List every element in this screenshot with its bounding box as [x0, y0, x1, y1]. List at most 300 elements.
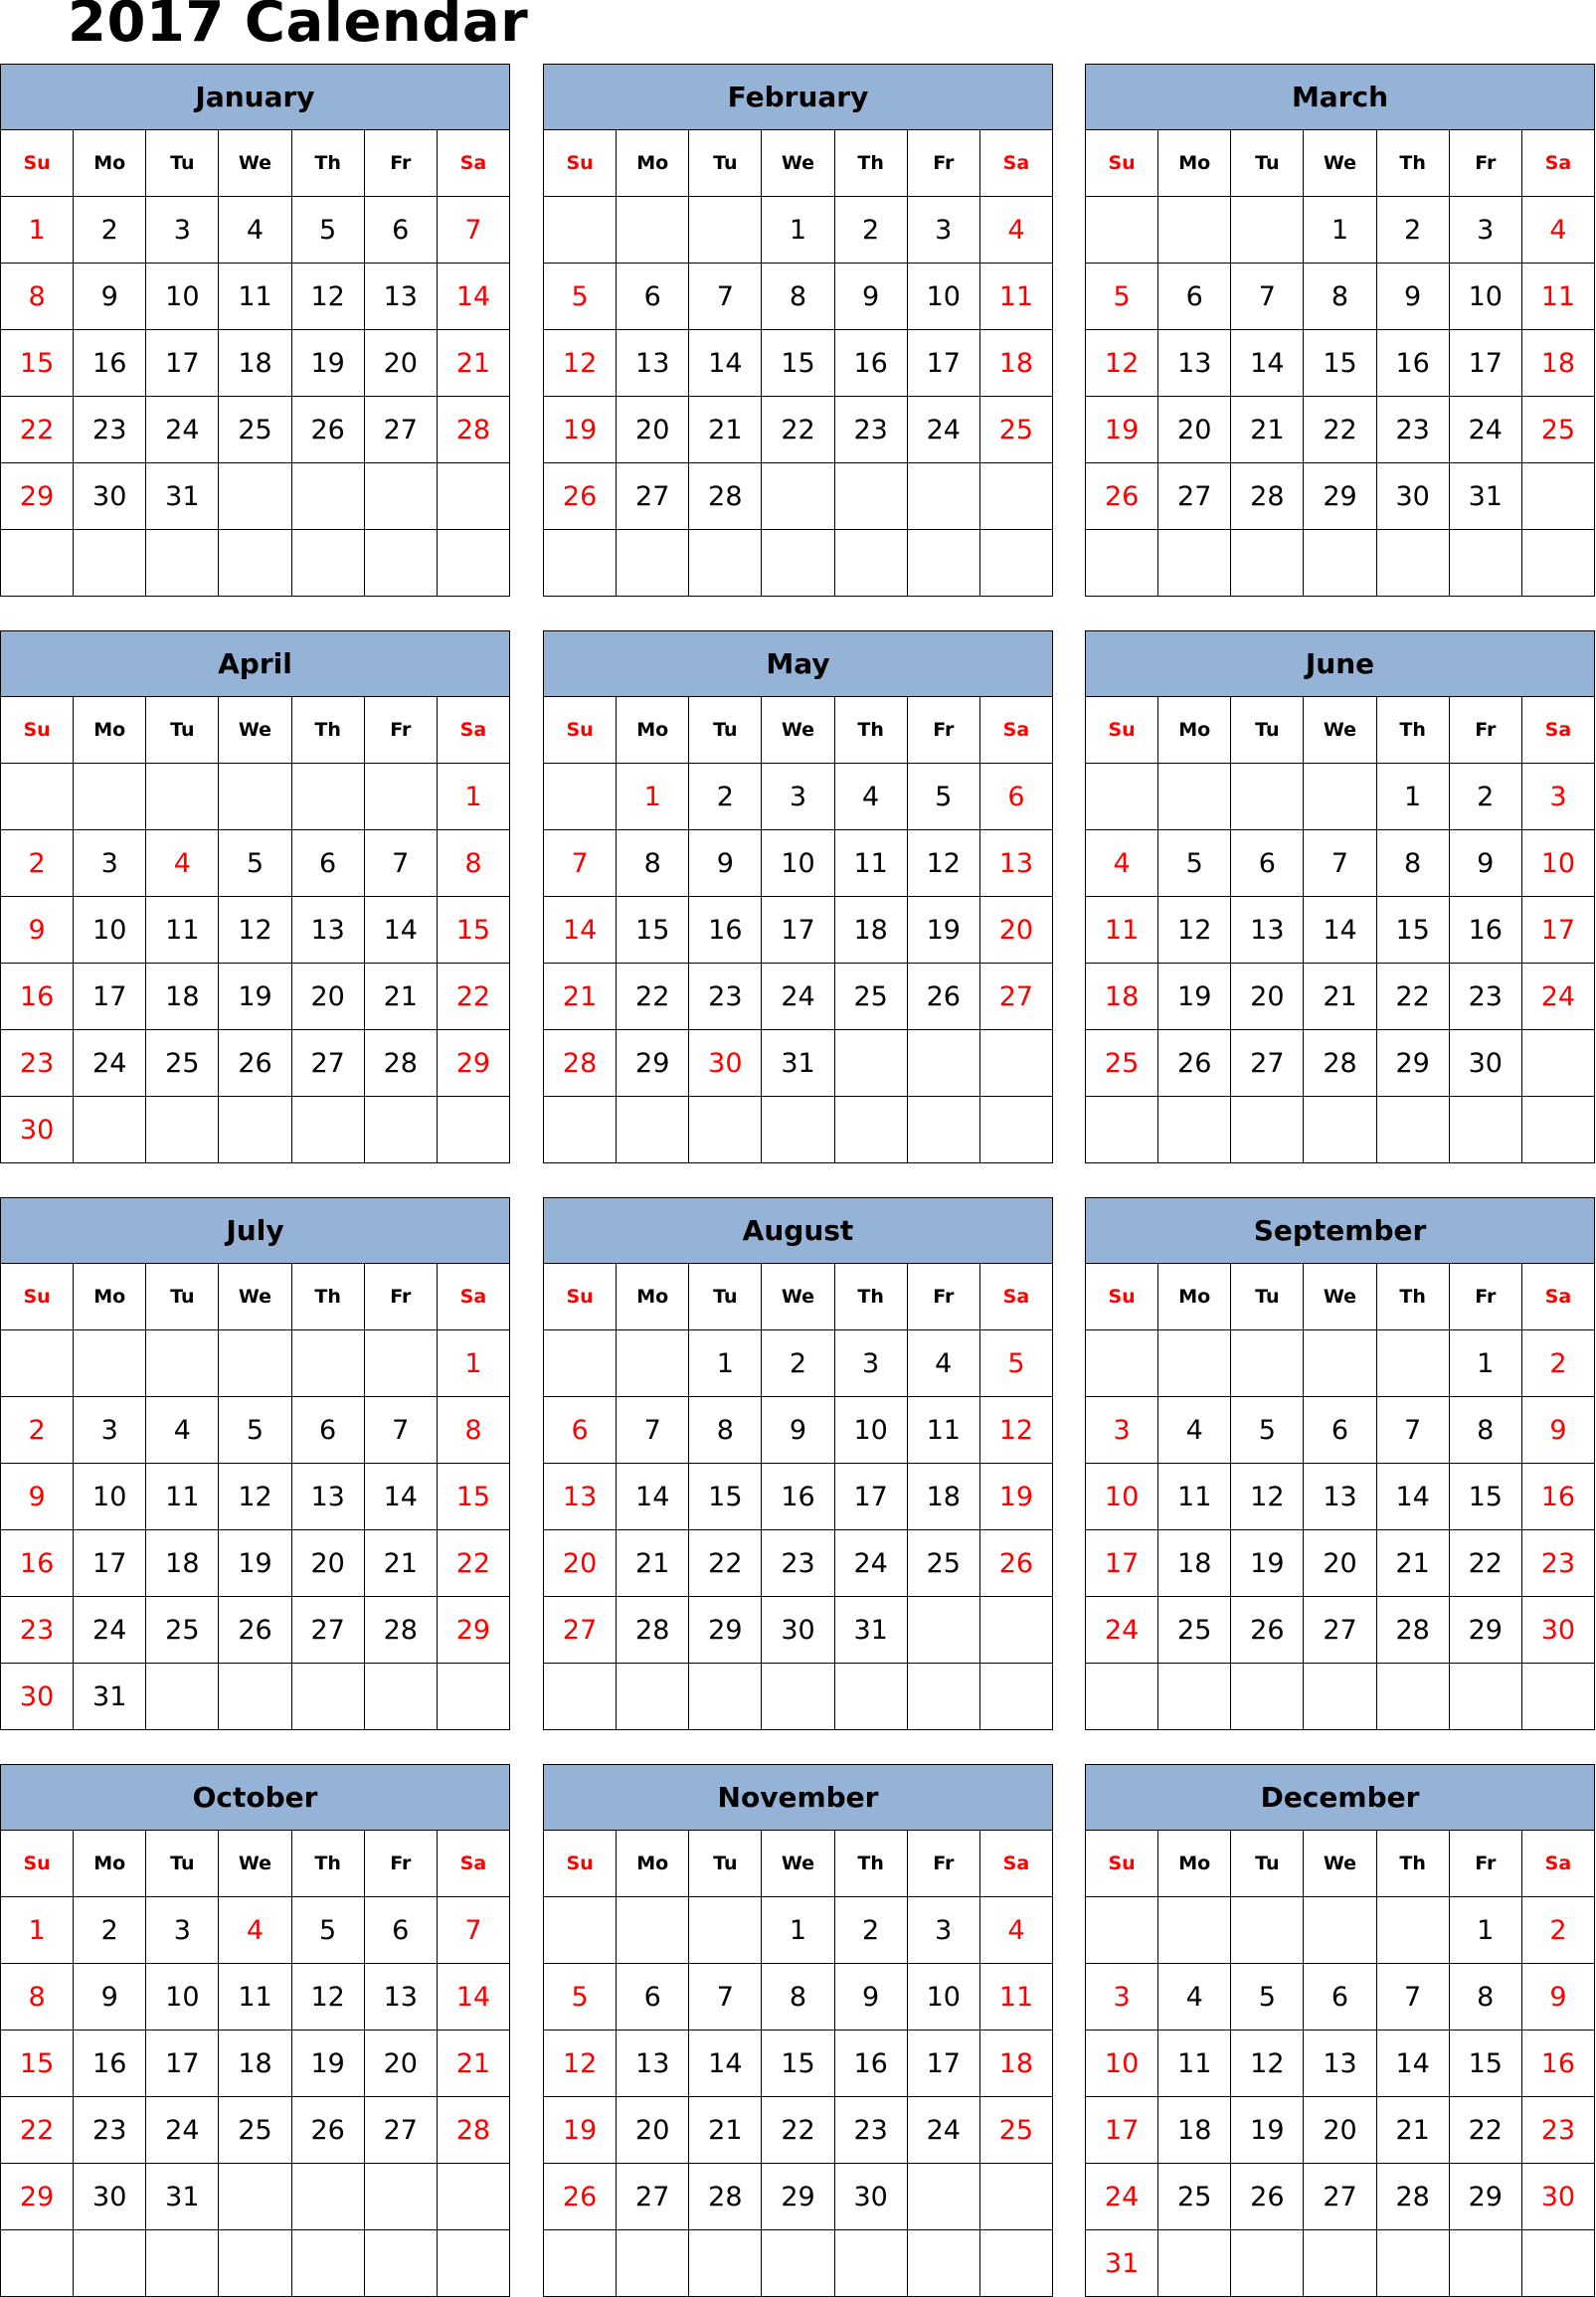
day-cell: 26 [219, 1030, 291, 1097]
weekday-label: Mo [1158, 697, 1231, 764]
month-title: December [1086, 1765, 1595, 1831]
day-cell: 17 [74, 1530, 146, 1597]
day-cell: 30 [1449, 1030, 1521, 1097]
day-cell: 8 [1, 264, 74, 330]
day-cell: 25 [219, 397, 291, 463]
weekday-label: We [762, 1264, 834, 1330]
day-cell: 24 [1086, 1597, 1158, 1664]
day-cell: 31 [834, 1597, 907, 1664]
week-row [544, 530, 1053, 597]
month-title: April [1, 631, 510, 697]
day-cell: 14 [1304, 897, 1376, 964]
day-cell: 4 [146, 1397, 219, 1464]
day-cell: 9 [1521, 1964, 1594, 2031]
weekday-label: Su [1, 1831, 74, 1897]
day-cell: 2 [1449, 764, 1521, 830]
empty-cell [544, 2230, 617, 2297]
month-december [1085, 1764, 1595, 2296]
day-cell: 8 [1304, 264, 1376, 330]
day-cell: 10 [834, 1397, 907, 1464]
empty-cell [437, 1664, 509, 1730]
empty-cell [364, 764, 437, 830]
day-cell: 6 [1304, 1397, 1376, 1464]
day-cell: 18 [146, 1530, 219, 1597]
day-cell: 19 [544, 397, 617, 463]
day-cell: 10 [74, 897, 146, 964]
day-cell: 20 [364, 330, 437, 397]
day-cell: 6 [364, 1897, 437, 1964]
day-cell: 19 [219, 1530, 291, 1597]
day-cell: 3 [1449, 197, 1521, 264]
empty-cell [74, 764, 146, 830]
day-cell: 26 [979, 1530, 1052, 1597]
empty-cell [146, 1664, 219, 1730]
day-cell: 7 [544, 830, 617, 897]
empty-cell [1158, 197, 1231, 264]
weekday-label: Mo [1158, 130, 1231, 197]
week-row [544, 2097, 1053, 2164]
empty-cell [834, 1664, 907, 1730]
day-cell: 17 [1449, 330, 1521, 397]
weekday-label: We [762, 130, 834, 197]
day-cell: 26 [291, 2097, 364, 2164]
day-cell: 11 [1158, 2031, 1231, 2097]
day-cell: 27 [291, 1030, 364, 1097]
day-cell: 30 [1, 1664, 74, 1730]
day-cell: 29 [689, 1597, 762, 1664]
day-cell: 9 [834, 1964, 907, 2031]
day-cell: 26 [1158, 1030, 1231, 1097]
empty-cell [146, 1330, 219, 1397]
day-cell: 24 [1086, 2164, 1158, 2230]
day-cell: 27 [1304, 1597, 1376, 1664]
week-row [1086, 1097, 1595, 1163]
day-cell: 28 [689, 2164, 762, 2230]
day-cell: 17 [834, 1464, 907, 1530]
empty-cell [762, 1097, 834, 1163]
weekday-label: Su [544, 1264, 617, 1330]
weekday-label: Sa [979, 697, 1052, 764]
week-row [1, 2230, 510, 2297]
day-cell: 5 [291, 197, 364, 264]
weekday-label: Sa [437, 697, 509, 764]
empty-cell [1231, 197, 1304, 264]
empty-cell [762, 2230, 834, 2297]
day-cell: 1 [437, 1330, 509, 1397]
empty-cell [1376, 1330, 1449, 1397]
day-cell: 2 [74, 1897, 146, 1964]
day-cell: 10 [146, 264, 219, 330]
empty-cell [979, 2164, 1052, 2230]
empty-cell [364, 2230, 437, 2297]
day-cell: 13 [1304, 2031, 1376, 2097]
weekday-label: Sa [979, 1831, 1052, 1897]
day-cell: 24 [907, 2097, 979, 2164]
day-cell: 23 [74, 397, 146, 463]
week-row [544, 1097, 1053, 1163]
weekday-label: Su [1, 697, 74, 764]
day-cell: 1 [1449, 1330, 1521, 1397]
day-cell: 29 [617, 1030, 689, 1097]
week-row [1, 1397, 510, 1464]
day-cell: 14 [544, 897, 617, 964]
weekday-label: Fr [364, 1831, 437, 1897]
day-cell: 25 [219, 2097, 291, 2164]
day-cell: 21 [364, 1530, 437, 1597]
weekday-label: Su [1, 1264, 74, 1330]
empty-cell [1086, 197, 1158, 264]
weekday-label: We [219, 1264, 291, 1330]
day-cell: 10 [907, 264, 979, 330]
day-cell: 13 [1158, 330, 1231, 397]
week-row [544, 1464, 1053, 1530]
day-cell: 12 [907, 830, 979, 897]
empty-cell [544, 530, 617, 597]
day-cell: 12 [219, 897, 291, 964]
week-row [544, 764, 1053, 830]
week-row [1086, 897, 1595, 964]
day-cell: 7 [364, 1397, 437, 1464]
day-cell: 16 [834, 330, 907, 397]
week-row [544, 1597, 1053, 1664]
weekday-label: Mo [74, 697, 146, 764]
weekday-label: Tu [146, 697, 219, 764]
day-cell: 23 [1376, 397, 1449, 463]
day-cell: 18 [979, 330, 1052, 397]
day-cell: 17 [74, 964, 146, 1030]
empty-cell [1158, 1330, 1231, 1397]
day-cell: 28 [364, 1597, 437, 1664]
day-cell: 6 [364, 197, 437, 264]
day-cell: 29 [1, 2164, 74, 2230]
weekday-label: Fr [1449, 697, 1521, 764]
day-cell: 30 [1521, 1597, 1594, 1664]
day-cell: 25 [979, 2097, 1052, 2164]
day-cell: 26 [291, 397, 364, 463]
month-table [543, 64, 1053, 597]
month-table [543, 1764, 1053, 2297]
week-row [1086, 264, 1595, 330]
empty-cell [146, 2230, 219, 2297]
day-cell: 23 [834, 397, 907, 463]
day-cell: 2 [1521, 1330, 1594, 1397]
empty-cell [979, 2230, 1052, 2297]
empty-cell [291, 530, 364, 597]
day-cell: 15 [1376, 897, 1449, 964]
month-title: October [1, 1765, 510, 1831]
week-row [1, 1030, 510, 1097]
day-cell: 28 [544, 1030, 617, 1097]
day-cell: 4 [979, 1897, 1052, 1964]
day-cell: 15 [689, 1464, 762, 1530]
day-cell: 17 [1086, 2097, 1158, 2164]
weekday-label: Fr [1449, 1831, 1521, 1897]
empty-cell [689, 1097, 762, 1163]
week-row [544, 1030, 1053, 1097]
day-cell: 1 [437, 764, 509, 830]
empty-cell [437, 2164, 509, 2230]
empty-cell [1304, 1897, 1376, 1964]
empty-cell [979, 530, 1052, 597]
week-row [544, 830, 1053, 897]
weekday-label: Mo [617, 130, 689, 197]
week-row [1, 764, 510, 830]
day-cell: 27 [979, 964, 1052, 1030]
month-table [0, 1764, 510, 2297]
day-cell: 7 [1304, 830, 1376, 897]
day-cell: 17 [762, 897, 834, 964]
empty-cell [1231, 1664, 1304, 1730]
empty-cell [834, 530, 907, 597]
day-cell: 28 [1231, 463, 1304, 530]
day-cell: 20 [1304, 2097, 1376, 2164]
day-cell: 4 [907, 1330, 979, 1397]
empty-cell [74, 2230, 146, 2297]
empty-cell [364, 530, 437, 597]
day-cell: 6 [291, 1397, 364, 1464]
day-cell: 8 [437, 1397, 509, 1464]
day-cell: 25 [146, 1597, 219, 1664]
day-cell: 26 [544, 463, 617, 530]
week-row [1086, 1964, 1595, 2031]
weekday-label: Tu [1231, 697, 1304, 764]
day-cell: 9 [762, 1397, 834, 1464]
day-cell: 8 [437, 830, 509, 897]
day-cell: 16 [1521, 2031, 1594, 2097]
day-cell: 19 [1086, 397, 1158, 463]
day-cell: 30 [762, 1597, 834, 1664]
weekday-label: Fr [907, 1264, 979, 1330]
empty-cell [1158, 1664, 1231, 1730]
day-cell: 17 [907, 330, 979, 397]
day-cell: 19 [544, 2097, 617, 2164]
empty-cell [907, 2164, 979, 2230]
month-table [1085, 1764, 1595, 2297]
empty-cell [1086, 530, 1158, 597]
day-cell: 30 [1376, 463, 1449, 530]
empty-cell [1086, 1664, 1158, 1730]
day-cell: 27 [1304, 2164, 1376, 2230]
empty-cell [834, 463, 907, 530]
weekday-label: Tu [689, 1831, 762, 1897]
empty-cell [291, 463, 364, 530]
day-cell: 21 [1231, 397, 1304, 463]
weekday-label: Sa [979, 1264, 1052, 1330]
empty-cell [146, 1097, 219, 1163]
empty-cell [1231, 2230, 1304, 2297]
weekday-label: We [762, 697, 834, 764]
day-cell: 23 [74, 2097, 146, 2164]
day-cell: 14 [437, 264, 509, 330]
day-cell: 16 [762, 1464, 834, 1530]
weekday-label: Th [1376, 697, 1449, 764]
day-cell: 12 [291, 1964, 364, 2031]
day-cell: 4 [1158, 1964, 1231, 2031]
day-cell: 18 [907, 1464, 979, 1530]
month-title: September [1086, 1198, 1595, 1264]
weekday-label: Sa [1521, 697, 1594, 764]
day-cell: 2 [1, 1397, 74, 1464]
day-cell: 21 [364, 964, 437, 1030]
day-cell: 9 [1, 897, 74, 964]
day-cell: 16 [1, 1530, 74, 1597]
empty-cell [1521, 530, 1594, 597]
month-march [1085, 64, 1595, 596]
day-cell: 13 [617, 2031, 689, 2097]
empty-cell [1086, 1897, 1158, 1964]
day-cell: 11 [146, 897, 219, 964]
empty-cell [364, 1097, 437, 1163]
day-cell: 1 [1304, 197, 1376, 264]
empty-cell [907, 1664, 979, 1730]
day-cell: 21 [689, 2097, 762, 2164]
weekday-label: We [219, 697, 291, 764]
day-cell: 16 [1376, 330, 1449, 397]
day-cell: 25 [1086, 1030, 1158, 1097]
day-cell: 4 [979, 197, 1052, 264]
day-cell: 16 [74, 2031, 146, 2097]
day-cell: 9 [689, 830, 762, 897]
empty-cell [762, 463, 834, 530]
day-cell: 13 [617, 330, 689, 397]
week-row [1, 463, 510, 530]
empty-cell [544, 764, 617, 830]
day-cell: 29 [437, 1597, 509, 1664]
week-row [1, 964, 510, 1030]
weekday-label: Th [834, 1831, 907, 1897]
weekday-label: Fr [907, 130, 979, 197]
day-cell: 5 [544, 264, 617, 330]
day-cell: 2 [689, 764, 762, 830]
month-november [543, 1764, 1053, 2296]
day-cell: 1 [1, 197, 74, 264]
day-cell: 16 [834, 2031, 907, 2097]
day-cell: 8 [689, 1397, 762, 1464]
month-title: March [1086, 65, 1595, 130]
weekday-label: Tu [689, 1264, 762, 1330]
day-cell: 15 [762, 2031, 834, 2097]
day-cell: 21 [1376, 2097, 1449, 2164]
day-cell: 23 [1, 1597, 74, 1664]
day-cell: 5 [907, 764, 979, 830]
day-cell: 1 [1449, 1897, 1521, 1964]
day-cell: 4 [219, 1897, 291, 1964]
month-table [543, 1197, 1053, 1730]
day-cell: 3 [1086, 1964, 1158, 2031]
empty-cell [219, 2230, 291, 2297]
day-cell: 14 [1376, 1464, 1449, 1530]
day-cell: 9 [1449, 830, 1521, 897]
empty-cell [1376, 530, 1449, 597]
week-row [544, 1397, 1053, 1464]
day-cell: 22 [1, 397, 74, 463]
day-cell: 9 [1, 1464, 74, 1530]
day-cell: 30 [1521, 2164, 1594, 2230]
month-title: November [544, 1765, 1053, 1831]
week-row [1086, 1897, 1595, 1964]
week-row [1, 1464, 510, 1530]
empty-cell [1304, 1330, 1376, 1397]
day-cell: 28 [364, 1030, 437, 1097]
empty-cell [907, 1030, 979, 1097]
empty-cell [1521, 1030, 1594, 1097]
empty-cell [689, 530, 762, 597]
empty-cell [291, 2164, 364, 2230]
day-cell: 10 [907, 1964, 979, 2031]
day-cell: 18 [219, 2031, 291, 2097]
week-row [1086, 1397, 1595, 1464]
day-cell: 27 [617, 463, 689, 530]
empty-cell [1376, 1664, 1449, 1730]
empty-cell [617, 1330, 689, 1397]
week-row [1086, 1597, 1595, 1664]
day-cell: 5 [291, 1897, 364, 1964]
day-cell: 30 [689, 1030, 762, 1097]
day-cell: 12 [1231, 1464, 1304, 1530]
weekday-label: Fr [907, 1831, 979, 1897]
day-cell: 19 [291, 2031, 364, 2097]
day-cell: 12 [544, 2031, 617, 2097]
day-cell: 24 [74, 1597, 146, 1664]
empty-cell [364, 1664, 437, 1730]
weekday-label: Fr [364, 1264, 437, 1330]
day-cell: 27 [291, 1597, 364, 1664]
empty-cell [219, 530, 291, 597]
day-cell: 12 [291, 264, 364, 330]
day-cell: 19 [1231, 2097, 1304, 2164]
day-cell: 17 [907, 2031, 979, 2097]
day-cell: 9 [74, 264, 146, 330]
day-cell: 17 [1521, 897, 1594, 964]
day-cell: 21 [689, 397, 762, 463]
day-cell: 15 [437, 1464, 509, 1530]
empty-cell [617, 1897, 689, 1964]
empty-cell [1449, 530, 1521, 597]
day-cell: 7 [617, 1397, 689, 1464]
weekday-label: Tu [146, 1264, 219, 1330]
day-cell: 8 [762, 1964, 834, 2031]
day-cell: 22 [1449, 1530, 1521, 1597]
day-cell: 12 [1086, 330, 1158, 397]
weekday-label: Tu [146, 130, 219, 197]
week-row [1, 1597, 510, 1664]
day-cell: 30 [1, 1097, 74, 1163]
day-cell: 29 [1376, 1030, 1449, 1097]
day-cell: 3 [74, 830, 146, 897]
empty-cell [291, 1330, 364, 1397]
day-cell: 1 [617, 764, 689, 830]
weekday-label: Sa [437, 1264, 509, 1330]
day-cell: 21 [437, 2031, 509, 2097]
weekday-label: Th [1376, 1264, 1449, 1330]
week-row [1, 1664, 510, 1730]
month-february [543, 64, 1053, 596]
weekday-label: Mo [1158, 1831, 1231, 1897]
empty-cell [689, 197, 762, 264]
week-row [1086, 1664, 1595, 1730]
day-cell: 7 [689, 264, 762, 330]
day-cell: 14 [689, 330, 762, 397]
month-may [543, 630, 1053, 1162]
week-row [544, 1330, 1053, 1397]
day-cell: 23 [1521, 1530, 1594, 1597]
day-cell: 27 [544, 1597, 617, 1664]
day-cell: 5 [1231, 1964, 1304, 2031]
day-cell: 20 [544, 1530, 617, 1597]
day-cell: 7 [1376, 1397, 1449, 1464]
day-cell: 20 [1304, 1530, 1376, 1597]
day-cell: 22 [1376, 964, 1449, 1030]
